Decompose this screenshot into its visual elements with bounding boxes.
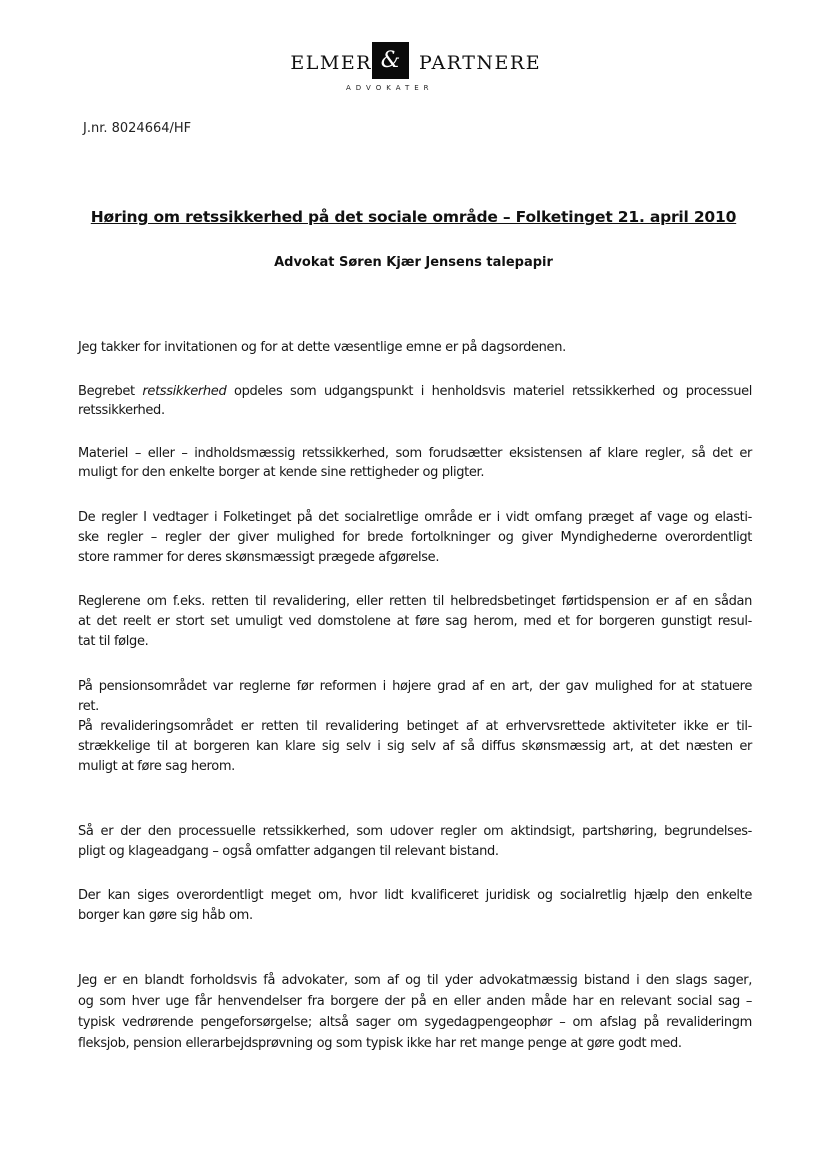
document-subtitle: Advokat Søren Kjær Jensens talepapir (274, 255, 553, 270)
paragraph-line: Så er der den processuelle retssikkerhed, som udover regler om aktindsigt, partshøring, begrundelses- (78, 824, 752, 839)
paragraph-line: muligt for den enkelte borger at kende sine rettigheder og pligter. (78, 465, 485, 480)
logo-row (0, 42, 827, 82)
paragraph-line: På revalideringsområdet er retten til revalidering betinget af at erhvervsrettede aktiviteter ikke er til- (78, 719, 752, 734)
paragraph-line: fleksjob, pension ellerarbejdsprøvning og som typisk ikke har ret mange penge at gøre godt med. (78, 1036, 682, 1051)
journal-number: J.nr. 8024664/HF (83, 121, 192, 136)
logo-subtitle: ADVOKATER (346, 84, 434, 92)
paragraph-line: store rammer for deres skønsmæssigt prægede afgørelse. (78, 550, 440, 565)
paragraph-line: På pensionsområdet var reglerne før reformen i højere grad af en art, der gav mulighed for at statuere (78, 679, 752, 694)
logo-name-left: ELMER (290, 52, 372, 74)
paragraph-line: Jeg er en blandt forholdsvis få advokater, som af og til yder advokatmæssig bistand i den slags sager, (78, 973, 752, 988)
paragraph-line: Reglerene om f.eks. retten til revalidering, eller retten til helbredsbetinget førtidspension er af en sådan (78, 594, 752, 609)
paragraph-line: pligt og klageadgang – også omfatter adgangen til relevant bistand. (78, 844, 499, 859)
paragraph-line: De regler I vedtager i Folketinget på det socialretlige område er i vidt omfang præget af vage og elasti- (78, 510, 752, 525)
paragraph-line: Der kan siges overordentligt meget om, hvor lidt kvalificeret juridisk og socialretlig hjælp den enkelte (78, 888, 752, 903)
paragraph-line: strækkelige til at borgeren kan klare sig selv i sig selv af så diffus skønsmæssig art, at det næsten er (78, 739, 752, 754)
ampersand-logo-icon: & (372, 42, 409, 79)
paragraph-line: at det reelt er stort set umuligt ved domstolene at føre sag herom, med et for borgeren gunstigt resul- (78, 614, 752, 629)
paragraph-line: og som hver uge får henvendelser fra borgere der på en eller anden måde har en relevant social sag – (78, 994, 752, 1009)
paragraph-line: muligt at føre sag herom. (78, 759, 235, 774)
paragraph-line: ske regler – regler der giver mulighed for brede fortolkninger og giver Myndighederne overordentligt (78, 530, 752, 545)
paragraph-line: retssikkerhed. (78, 403, 165, 418)
paragraph-line: Materiel – eller – indholdsmæssig retssikkerhed, som forudsætter eksistensen af klare regler, så det er (78, 446, 752, 461)
paragraph-line: typisk vedrørende pengeforsørgelse; altså sager om sygedagpengeophør – om afslag på revalideringm (78, 1015, 752, 1030)
paragraph-line: borger kan gøre sig håb om. (78, 908, 253, 923)
text-run: Begrebet (78, 384, 143, 399)
paragraph-line (78, 384, 752, 399)
paragraph-line: ret. (78, 699, 99, 714)
document-title: Høring om retssikkerhed på det sociale område – Folketinget 21. april 2010 (90, 208, 737, 226)
logo-name-right: PARTNERE (419, 52, 542, 74)
letterhead-logo (0, 42, 827, 102)
text-run: opdeles som udgangspunkt i henholdsvis materiel retssikkerhed og processuel (226, 384, 752, 399)
paragraph-line: tat til følge. (78, 634, 149, 649)
paragraph-line: Jeg takker for invitationen og for at dette væsentlige emne er på dagsordenen. (78, 340, 566, 355)
emphasized-term: retssikkerhed (142, 384, 227, 399)
